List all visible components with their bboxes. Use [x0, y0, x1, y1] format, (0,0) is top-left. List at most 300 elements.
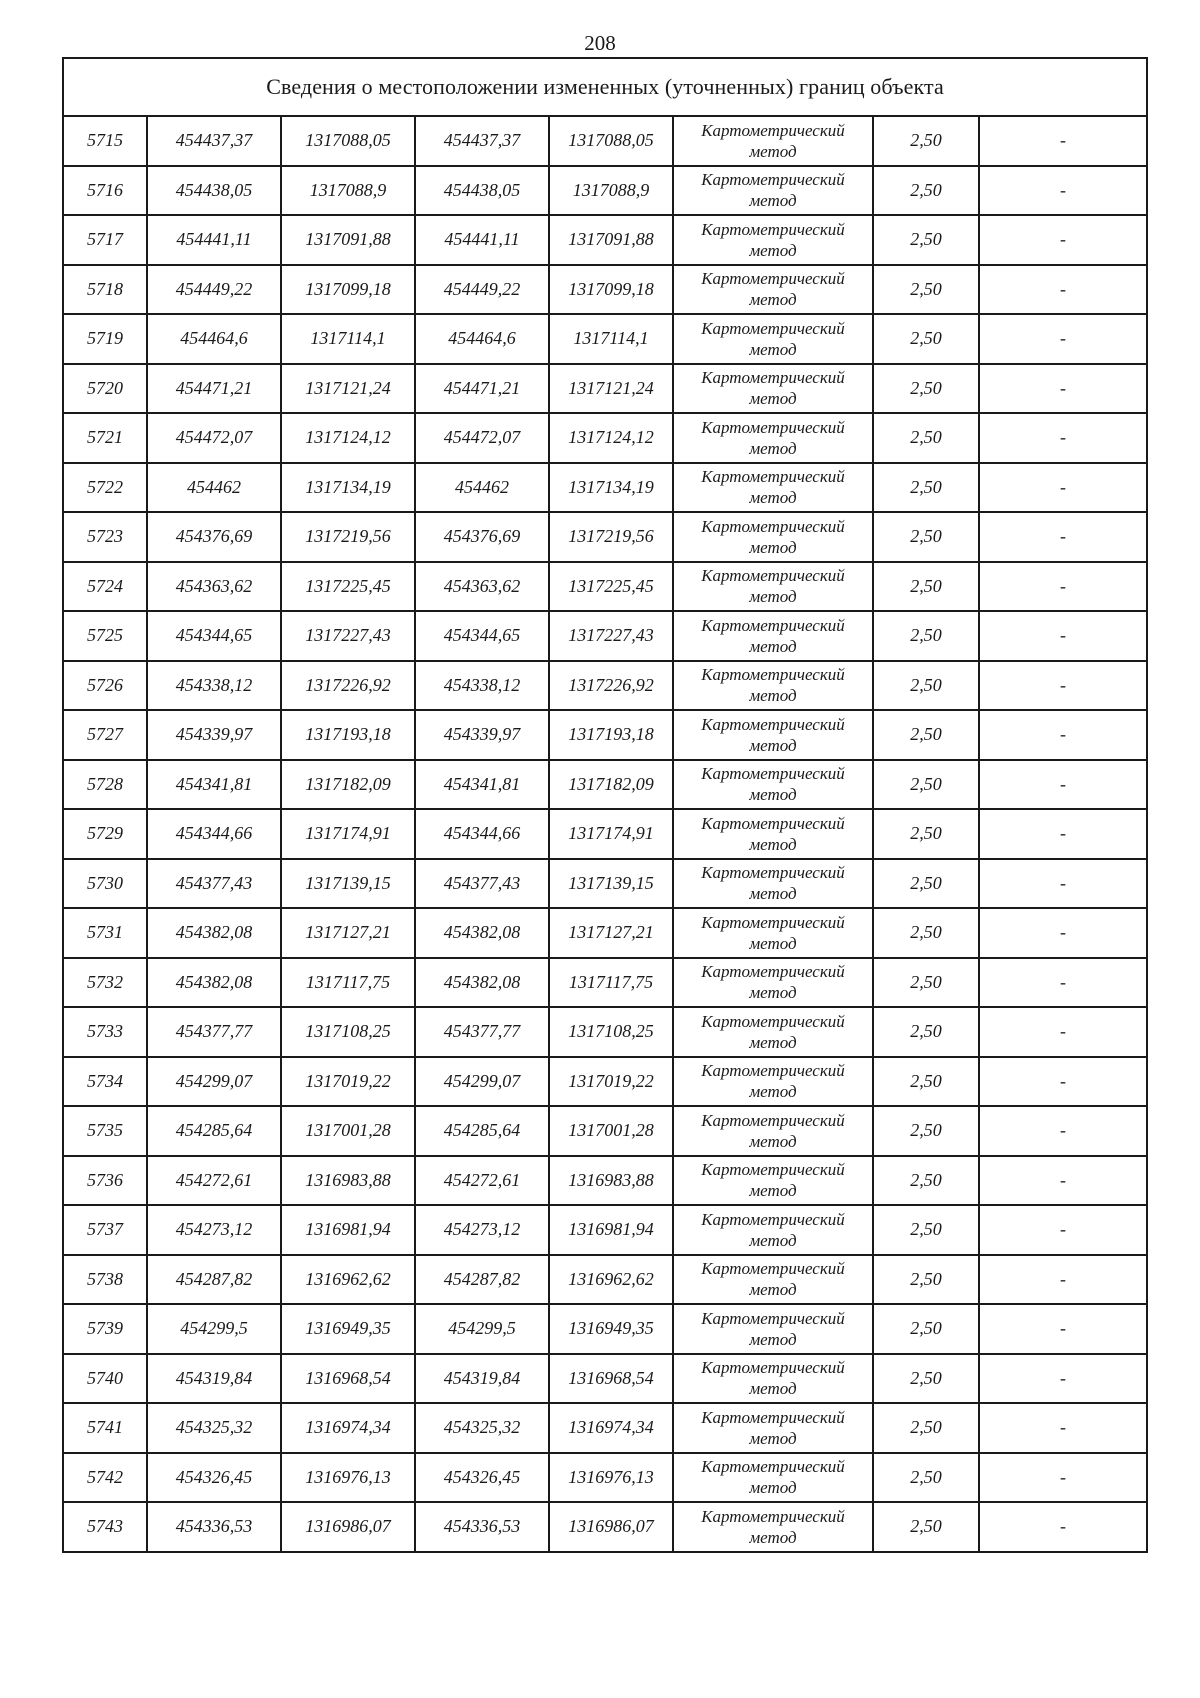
method-line-1: Картометрический — [701, 665, 845, 685]
method-line-1: Картометрический — [701, 1407, 845, 1427]
refined-y-cell: 1317134,19 — [549, 463, 673, 513]
refined-y-cell: 1316976,13 — [549, 1453, 673, 1503]
precision-cell: 2,50 — [873, 1255, 979, 1305]
description-cell: - — [979, 215, 1147, 265]
existing-x-cell: 454438,05 — [147, 166, 281, 216]
refined-x-cell: 454382,08 — [415, 958, 549, 1008]
point-number-cell: 5718 — [63, 265, 147, 315]
existing-x-cell: 454441,11 — [147, 215, 281, 265]
method-line-1: Картометрический — [701, 566, 845, 586]
refined-y-cell: 1317226,92 — [549, 661, 673, 711]
method-cell — [673, 908, 873, 958]
refined-y-cell: 1316981,94 — [549, 1205, 673, 1255]
point-number-cell: 5727 — [63, 710, 147, 760]
table-row — [63, 809, 1147, 859]
method-line-1: Картометрический — [701, 1110, 845, 1130]
refined-x-cell: 454319,84 — [415, 1354, 549, 1404]
method-line-2: метод — [749, 834, 797, 854]
refined-y-cell: 1317193,18 — [549, 710, 673, 760]
existing-y-cell: 1317124,12 — [281, 413, 415, 463]
method-line-1: Картометрический — [701, 813, 845, 833]
method-line-1: Картометрический — [701, 170, 845, 190]
refined-y-cell: 1317099,18 — [549, 265, 673, 315]
method-line-1: Картометрический — [701, 269, 845, 289]
method-line-1: Картометрический — [701, 1209, 845, 1229]
point-number-cell: 5741 — [63, 1403, 147, 1453]
existing-y-cell: 1316983,88 — [281, 1156, 415, 1206]
table-row — [63, 958, 1147, 1008]
existing-x-cell: 454472,07 — [147, 413, 281, 463]
point-number-cell: 5742 — [63, 1453, 147, 1503]
method-cell — [673, 710, 873, 760]
method-line-2: метод — [749, 983, 797, 1003]
existing-y-cell: 1317139,15 — [281, 859, 415, 909]
existing-x-cell: 454299,07 — [147, 1057, 281, 1107]
refined-x-cell: 454325,32 — [415, 1403, 549, 1453]
description-cell: - — [979, 809, 1147, 859]
existing-y-cell: 1317174,91 — [281, 809, 415, 859]
table-row — [63, 710, 1147, 760]
existing-x-cell: 454377,77 — [147, 1007, 281, 1057]
refined-x-cell: 454363,62 — [415, 562, 549, 612]
method-line-1: Картометрический — [701, 1011, 845, 1031]
method-cell — [673, 166, 873, 216]
refined-x-cell: 454344,65 — [415, 611, 549, 661]
point-number-cell: 5715 — [63, 116, 147, 166]
precision-cell: 2,50 — [873, 1304, 979, 1354]
precision-cell: 2,50 — [873, 611, 979, 661]
existing-x-cell: 454339,97 — [147, 710, 281, 760]
point-number-cell: 5738 — [63, 1255, 147, 1305]
refined-x-cell: 454338,12 — [415, 661, 549, 711]
precision-cell: 2,50 — [873, 908, 979, 958]
method-cell — [673, 809, 873, 859]
existing-y-cell: 1317226,92 — [281, 661, 415, 711]
precision-cell: 2,50 — [873, 215, 979, 265]
method-cell — [673, 1403, 873, 1453]
refined-y-cell: 1317124,12 — [549, 413, 673, 463]
refined-x-cell: 454339,97 — [415, 710, 549, 760]
point-number-cell: 5719 — [63, 314, 147, 364]
method-line-1: Картометрический — [701, 764, 845, 784]
existing-x-cell: 454377,43 — [147, 859, 281, 909]
method-line-1: Картометрический — [701, 1308, 845, 1328]
refined-y-cell: 1316986,07 — [549, 1502, 673, 1552]
refined-y-cell: 1317091,88 — [549, 215, 673, 265]
description-cell: - — [979, 1106, 1147, 1156]
method-line-1: Картометрический — [701, 1457, 845, 1477]
description-cell: - — [979, 166, 1147, 216]
point-number-cell: 5720 — [63, 364, 147, 414]
method-line-2: метод — [749, 488, 797, 508]
existing-y-cell: 1317117,75 — [281, 958, 415, 1008]
precision-cell: 2,50 — [873, 760, 979, 810]
refined-x-cell: 454336,53 — [415, 1502, 549, 1552]
table-row — [63, 1403, 1147, 1453]
method-cell — [673, 364, 873, 414]
table-row — [63, 1106, 1147, 1156]
method-line-1: Картометрический — [701, 1506, 845, 1526]
method-line-2: метод — [749, 537, 797, 557]
refined-y-cell: 1317114,1 — [549, 314, 673, 364]
existing-y-cell: 1317088,05 — [281, 116, 415, 166]
point-number-cell: 5734 — [63, 1057, 147, 1107]
point-number-cell: 5723 — [63, 512, 147, 562]
method-line-2: метод — [749, 1131, 797, 1151]
method-cell — [673, 314, 873, 364]
description-cell: - — [979, 661, 1147, 711]
table-row — [63, 1354, 1147, 1404]
description-cell: - — [979, 859, 1147, 909]
refined-x-cell: 454376,69 — [415, 512, 549, 562]
description-cell: - — [979, 512, 1147, 562]
method-line-1: Картометрический — [701, 863, 845, 883]
precision-cell: 2,50 — [873, 463, 979, 513]
refined-y-cell: 1317001,28 — [549, 1106, 673, 1156]
existing-x-cell: 454338,12 — [147, 661, 281, 711]
point-number-cell: 5721 — [63, 413, 147, 463]
existing-y-cell: 1317088,9 — [281, 166, 415, 216]
method-cell — [673, 1106, 873, 1156]
precision-cell: 2,50 — [873, 1057, 979, 1107]
description-cell: - — [979, 1007, 1147, 1057]
method-line-2: метод — [749, 1428, 797, 1448]
refined-x-cell: 454377,77 — [415, 1007, 549, 1057]
method-cell — [673, 1453, 873, 1503]
method-cell — [673, 661, 873, 711]
method-line-1: Картометрический — [701, 1259, 845, 1279]
existing-y-cell: 1316962,62 — [281, 1255, 415, 1305]
precision-cell: 2,50 — [873, 166, 979, 216]
existing-x-cell: 454319,84 — [147, 1354, 281, 1404]
refined-y-cell: 1317127,21 — [549, 908, 673, 958]
method-line-2: метод — [749, 1478, 797, 1498]
existing-x-cell: 454326,45 — [147, 1453, 281, 1503]
method-line-2: метод — [749, 587, 797, 607]
description-cell: - — [979, 463, 1147, 513]
table-row — [63, 1255, 1147, 1305]
refined-y-cell: 1317108,25 — [549, 1007, 673, 1057]
table-row — [63, 215, 1147, 265]
method-line-1: Картометрический — [701, 120, 845, 140]
refined-x-cell: 454326,45 — [415, 1453, 549, 1503]
table-row — [63, 314, 1147, 364]
precision-cell: 2,50 — [873, 413, 979, 463]
method-cell — [673, 1502, 873, 1552]
method-line-2: метод — [749, 1379, 797, 1399]
precision-cell: 2,50 — [873, 314, 979, 364]
refined-x-cell: 454449,22 — [415, 265, 549, 315]
method-line-1: Картометрический — [701, 1061, 845, 1081]
existing-x-cell: 454462 — [147, 463, 281, 513]
description-cell: - — [979, 1156, 1147, 1206]
precision-cell: 2,50 — [873, 1007, 979, 1057]
precision-cell: 2,50 — [873, 1453, 979, 1503]
refined-x-cell: 454273,12 — [415, 1205, 549, 1255]
method-line-2: метод — [749, 1280, 797, 1300]
refined-y-cell: 1317139,15 — [549, 859, 673, 909]
refined-y-cell: 1317019,22 — [549, 1057, 673, 1107]
existing-x-cell: 454382,08 — [147, 958, 281, 1008]
precision-cell: 2,50 — [873, 1156, 979, 1206]
method-cell — [673, 1255, 873, 1305]
precision-cell: 2,50 — [873, 1403, 979, 1453]
existing-y-cell: 1316949,35 — [281, 1304, 415, 1354]
refined-y-cell: 1317182,09 — [549, 760, 673, 810]
existing-y-cell: 1317001,28 — [281, 1106, 415, 1156]
refined-y-cell: 1317117,75 — [549, 958, 673, 1008]
precision-cell: 2,50 — [873, 265, 979, 315]
refined-y-cell: 1317219,56 — [549, 512, 673, 562]
description-cell: - — [979, 1205, 1147, 1255]
existing-y-cell: 1317121,24 — [281, 364, 415, 414]
table-title: Сведения о местоположении измененных (уточненных) границ объекта — [63, 58, 1147, 116]
existing-y-cell: 1317019,22 — [281, 1057, 415, 1107]
table-row — [63, 1502, 1147, 1552]
method-line-1: Картометрический — [701, 516, 845, 536]
existing-x-cell: 454344,65 — [147, 611, 281, 661]
precision-cell: 2,50 — [873, 958, 979, 1008]
precision-cell: 2,50 — [873, 512, 979, 562]
method-line-2: метод — [749, 1527, 797, 1547]
existing-x-cell: 454287,82 — [147, 1255, 281, 1305]
refined-x-cell: 454441,11 — [415, 215, 549, 265]
precision-cell: 2,50 — [873, 859, 979, 909]
method-line-2: метод — [749, 1230, 797, 1250]
refined-y-cell: 1316949,35 — [549, 1304, 673, 1354]
point-number-cell: 5743 — [63, 1502, 147, 1552]
existing-x-cell: 454344,66 — [147, 809, 281, 859]
existing-x-cell: 454336,53 — [147, 1502, 281, 1552]
existing-y-cell: 1317091,88 — [281, 215, 415, 265]
existing-x-cell: 454464,6 — [147, 314, 281, 364]
refined-y-cell: 1316962,62 — [549, 1255, 673, 1305]
description-cell: - — [979, 1403, 1147, 1453]
refined-x-cell: 454285,64 — [415, 1106, 549, 1156]
refined-y-cell: 1317088,05 — [549, 116, 673, 166]
table-row — [63, 859, 1147, 909]
table-row — [63, 661, 1147, 711]
existing-y-cell: 1317127,21 — [281, 908, 415, 958]
description-cell: - — [979, 413, 1147, 463]
method-cell — [673, 1205, 873, 1255]
table-row — [63, 1007, 1147, 1057]
refined-x-cell: 454377,43 — [415, 859, 549, 909]
precision-cell: 2,50 — [873, 710, 979, 760]
precision-cell: 2,50 — [873, 1106, 979, 1156]
refined-x-cell: 454437,37 — [415, 116, 549, 166]
precision-cell: 2,50 — [873, 1205, 979, 1255]
table-row — [63, 562, 1147, 612]
existing-x-cell: 454363,62 — [147, 562, 281, 612]
method-line-1: Картометрический — [701, 318, 845, 338]
method-cell — [673, 463, 873, 513]
refined-y-cell: 1317227,43 — [549, 611, 673, 661]
method-line-1: Картометрический — [701, 912, 845, 932]
description-cell: - — [979, 908, 1147, 958]
point-number-cell: 5736 — [63, 1156, 147, 1206]
method-line-1: Картометрический — [701, 1358, 845, 1378]
table-row — [63, 265, 1147, 315]
existing-x-cell: 454325,32 — [147, 1403, 281, 1453]
precision-cell: 2,50 — [873, 562, 979, 612]
existing-x-cell: 454382,08 — [147, 908, 281, 958]
method-cell — [673, 116, 873, 166]
description-cell: - — [979, 710, 1147, 760]
page-number: 208 — [584, 31, 616, 55]
method-line-2: метод — [749, 735, 797, 755]
table-body — [63, 58, 1147, 1552]
method-line-2: метод — [749, 339, 797, 359]
method-line-1: Картометрический — [701, 219, 845, 239]
point-number-cell: 5728 — [63, 760, 147, 810]
method-cell — [673, 413, 873, 463]
existing-y-cell: 1317114,1 — [281, 314, 415, 364]
method-line-2: метод — [749, 1032, 797, 1052]
refined-x-cell: 454299,5 — [415, 1304, 549, 1354]
refined-x-cell: 454382,08 — [415, 908, 549, 958]
table-row — [63, 512, 1147, 562]
point-number-cell: 5739 — [63, 1304, 147, 1354]
existing-x-cell: 454449,22 — [147, 265, 281, 315]
refined-x-cell: 454464,6 — [415, 314, 549, 364]
description-cell: - — [979, 265, 1147, 315]
method-cell — [673, 859, 873, 909]
description-cell: - — [979, 1354, 1147, 1404]
method-line-1: Картометрический — [701, 417, 845, 437]
description-cell: - — [979, 116, 1147, 166]
method-cell — [673, 265, 873, 315]
precision-cell: 2,50 — [873, 661, 979, 711]
refined-y-cell: 1316983,88 — [549, 1156, 673, 1206]
existing-y-cell: 1317108,25 — [281, 1007, 415, 1057]
refined-x-cell: 454471,21 — [415, 364, 549, 414]
table-row — [63, 908, 1147, 958]
description-cell: - — [979, 314, 1147, 364]
precision-cell: 2,50 — [873, 364, 979, 414]
description-cell: - — [979, 760, 1147, 810]
point-number-cell: 5740 — [63, 1354, 147, 1404]
boundary-coordinates-table — [62, 57, 1148, 1553]
table-row — [63, 1304, 1147, 1354]
method-line-2: метод — [749, 933, 797, 953]
method-cell — [673, 512, 873, 562]
description-cell: - — [979, 611, 1147, 661]
precision-cell: 2,50 — [873, 1502, 979, 1552]
method-cell — [673, 958, 873, 1008]
method-cell — [673, 1057, 873, 1107]
point-number-cell: 5717 — [63, 215, 147, 265]
point-number-cell: 5733 — [63, 1007, 147, 1057]
method-line-2: метод — [749, 1082, 797, 1102]
refined-y-cell: 1317225,45 — [549, 562, 673, 612]
method-line-2: метод — [749, 1329, 797, 1349]
method-cell — [673, 215, 873, 265]
method-line-2: метод — [749, 686, 797, 706]
existing-x-cell: 454341,81 — [147, 760, 281, 810]
method-line-2: метод — [749, 1181, 797, 1201]
table-row — [63, 364, 1147, 414]
existing-y-cell: 1317225,45 — [281, 562, 415, 612]
table-row — [63, 611, 1147, 661]
description-cell: - — [979, 958, 1147, 1008]
table-row — [63, 1057, 1147, 1107]
refined-y-cell: 1317121,24 — [549, 364, 673, 414]
existing-x-cell: 454285,64 — [147, 1106, 281, 1156]
table-row — [63, 413, 1147, 463]
refined-x-cell: 454344,66 — [415, 809, 549, 859]
method-line-2: метод — [749, 389, 797, 409]
table-row — [63, 1156, 1147, 1206]
description-cell: - — [979, 1453, 1147, 1503]
refined-y-cell: 1316974,34 — [549, 1403, 673, 1453]
method-cell — [673, 1007, 873, 1057]
existing-y-cell: 1317099,18 — [281, 265, 415, 315]
refined-x-cell: 454299,07 — [415, 1057, 549, 1107]
method-line-1: Картометрический — [701, 1160, 845, 1180]
table-row — [63, 463, 1147, 513]
refined-y-cell: 1317088,9 — [549, 166, 673, 216]
method-line-1: Картометрический — [701, 615, 845, 635]
table-row — [63, 116, 1147, 166]
method-cell — [673, 1156, 873, 1206]
table-row — [63, 1205, 1147, 1255]
point-number-cell: 5737 — [63, 1205, 147, 1255]
existing-y-cell: 1317193,18 — [281, 710, 415, 760]
refined-y-cell: 1316968,54 — [549, 1354, 673, 1404]
existing-y-cell: 1316974,34 — [281, 1403, 415, 1453]
existing-x-cell: 454273,12 — [147, 1205, 281, 1255]
method-line-2: метод — [749, 290, 797, 310]
method-line-1: Картометрический — [701, 962, 845, 982]
precision-cell: 2,50 — [873, 116, 979, 166]
table-row — [63, 760, 1147, 810]
method-line-2: метод — [749, 785, 797, 805]
description-cell: - — [979, 1304, 1147, 1354]
table-title-row — [63, 58, 1147, 116]
existing-x-cell: 454272,61 — [147, 1156, 281, 1206]
method-line-2: метод — [749, 636, 797, 656]
existing-y-cell: 1317182,09 — [281, 760, 415, 810]
point-number-cell: 5722 — [63, 463, 147, 513]
method-cell — [673, 1354, 873, 1404]
refined-x-cell: 454462 — [415, 463, 549, 513]
refined-x-cell: 454287,82 — [415, 1255, 549, 1305]
description-cell: - — [979, 1057, 1147, 1107]
method-line-1: Картометрический — [701, 368, 845, 388]
point-number-cell: 5716 — [63, 166, 147, 216]
existing-y-cell: 1316968,54 — [281, 1354, 415, 1404]
point-number-cell: 5724 — [63, 562, 147, 612]
refined-x-cell: 454438,05 — [415, 166, 549, 216]
point-number-cell: 5725 — [63, 611, 147, 661]
method-cell — [673, 611, 873, 661]
method-cell — [673, 760, 873, 810]
existing-x-cell: 454437,37 — [147, 116, 281, 166]
existing-x-cell: 454299,5 — [147, 1304, 281, 1354]
method-cell — [673, 562, 873, 612]
method-line-2: метод — [749, 240, 797, 260]
existing-y-cell: 1317227,43 — [281, 611, 415, 661]
point-number-cell: 5735 — [63, 1106, 147, 1156]
method-line-1: Картометрический — [701, 467, 845, 487]
description-cell: - — [979, 1502, 1147, 1552]
point-number-cell: 5732 — [63, 958, 147, 1008]
method-line-2: метод — [749, 141, 797, 161]
table-row — [63, 166, 1147, 216]
method-cell — [673, 1304, 873, 1354]
point-number-cell: 5731 — [63, 908, 147, 958]
